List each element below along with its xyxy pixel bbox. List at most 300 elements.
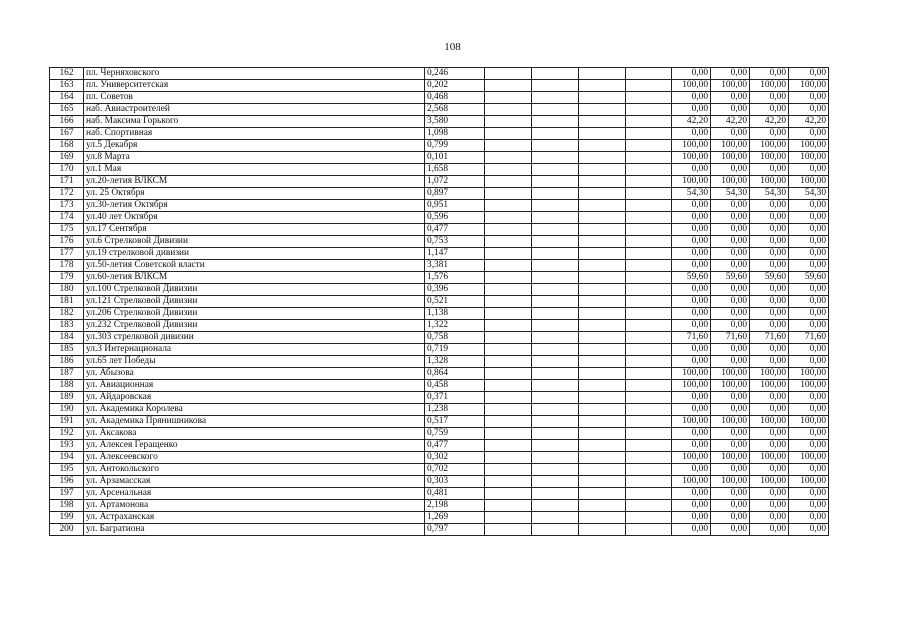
value-4-cell: 0,00 [789, 296, 829, 308]
row-number-cell: 198 [50, 500, 84, 512]
street-name-cell: ул.20-летия ВЛКСМ [84, 176, 425, 188]
value-3-cell: 100,00 [750, 152, 789, 164]
value-2-cell: 0,00 [711, 128, 750, 140]
value-2-cell: 0,00 [711, 488, 750, 500]
value-2-cell: 42,20 [711, 116, 750, 128]
value-1-cell: 100,00 [672, 476, 711, 488]
table-row [50, 164, 829, 176]
value-3-cell: 0,00 [750, 248, 789, 260]
length-cell: 0,758 [425, 332, 485, 344]
table-row [50, 308, 829, 320]
street-name-cell: ул. Арсенальная [84, 488, 425, 500]
value-2-cell: 59,60 [711, 272, 750, 284]
length-cell: 3,580 [425, 116, 485, 128]
empty-cell [626, 104, 672, 116]
value-1-cell: 0,00 [672, 128, 711, 140]
value-4-cell: 100,00 [789, 368, 829, 380]
empty-cell [579, 272, 626, 284]
value-1-cell: 0,00 [672, 248, 711, 260]
value-1-cell: 0,00 [672, 308, 711, 320]
value-3-cell: 0,00 [750, 440, 789, 452]
value-2-cell: 100,00 [711, 80, 750, 92]
value-3-cell: 100,00 [750, 140, 789, 152]
empty-cell [579, 176, 626, 188]
street-name-cell: ул.19 стрелковой дивизии [84, 248, 425, 260]
empty-cell [626, 272, 672, 284]
empty-cell [579, 416, 626, 428]
empty-cell [485, 404, 532, 416]
table-row [50, 224, 829, 236]
row-number-cell: 189 [50, 392, 84, 404]
table-row [50, 500, 829, 512]
table-row [50, 476, 829, 488]
value-2-cell: 0,00 [711, 236, 750, 248]
empty-cell [626, 308, 672, 320]
value-3-cell: 0,00 [750, 524, 789, 536]
value-4-cell: 0,00 [789, 428, 829, 440]
length-cell: 0,101 [425, 152, 485, 164]
value-3-cell: 0,00 [750, 500, 789, 512]
length-cell: 0,468 [425, 92, 485, 104]
value-1-cell: 0,00 [672, 200, 711, 212]
empty-cell [579, 344, 626, 356]
value-3-cell: 0,00 [750, 344, 789, 356]
value-2-cell: 0,00 [711, 68, 750, 80]
value-3-cell: 71,60 [750, 332, 789, 344]
empty-cell [579, 320, 626, 332]
empty-cell [626, 452, 672, 464]
empty-cell [579, 356, 626, 368]
empty-cell [532, 392, 579, 404]
empty-cell [626, 284, 672, 296]
length-cell: 0,458 [425, 380, 485, 392]
length-cell: 0,477 [425, 440, 485, 452]
empty-cell [626, 200, 672, 212]
row-number-cell: 177 [50, 248, 84, 260]
empty-cell [532, 284, 579, 296]
empty-cell [579, 428, 626, 440]
empty-cell [579, 524, 626, 536]
empty-cell [485, 380, 532, 392]
value-4-cell: 100,00 [789, 176, 829, 188]
empty-cell [532, 248, 579, 260]
empty-cell [485, 236, 532, 248]
value-1-cell: 100,00 [672, 368, 711, 380]
value-3-cell: 0,00 [750, 224, 789, 236]
value-1-cell: 0,00 [672, 464, 711, 476]
row-number-cell: 163 [50, 80, 84, 92]
table-row [50, 128, 829, 140]
empty-cell [579, 104, 626, 116]
length-cell: 0,371 [425, 392, 485, 404]
empty-cell [532, 116, 579, 128]
value-2-cell: 0,00 [711, 224, 750, 236]
value-1-cell: 0,00 [672, 236, 711, 248]
empty-cell [532, 224, 579, 236]
value-4-cell: 0,00 [789, 500, 829, 512]
empty-cell [485, 200, 532, 212]
value-4-cell: 0,00 [789, 128, 829, 140]
value-2-cell: 71,60 [711, 332, 750, 344]
empty-cell [532, 296, 579, 308]
table-row [50, 332, 829, 344]
value-4-cell: 0,00 [789, 224, 829, 236]
street-name-cell: ул.60-летия ВЛКСМ [84, 272, 425, 284]
empty-cell [532, 476, 579, 488]
value-4-cell: 100,00 [789, 380, 829, 392]
value-1-cell: 0,00 [672, 296, 711, 308]
street-name-cell: пл. Черняховского [84, 68, 425, 80]
value-1-cell: 0,00 [672, 212, 711, 224]
street-name-cell: ул. Абызова [84, 368, 425, 380]
length-cell: 0,753 [425, 236, 485, 248]
value-1-cell: 0,00 [672, 260, 711, 272]
empty-cell [532, 104, 579, 116]
table-row [50, 92, 829, 104]
empty-cell [579, 488, 626, 500]
row-number-cell: 196 [50, 476, 84, 488]
empty-cell [485, 152, 532, 164]
value-2-cell: 0,00 [711, 392, 750, 404]
empty-cell [579, 188, 626, 200]
empty-cell [485, 428, 532, 440]
value-1-cell: 0,00 [672, 284, 711, 296]
value-3-cell: 100,00 [750, 368, 789, 380]
length-cell: 0,864 [425, 368, 485, 380]
value-3-cell: 0,00 [750, 212, 789, 224]
empty-cell [579, 260, 626, 272]
street-name-cell: ул.65 лет Победы [84, 356, 425, 368]
table-row [50, 344, 829, 356]
empty-cell [485, 332, 532, 344]
value-2-cell: 0,00 [711, 164, 750, 176]
table-row [50, 296, 829, 308]
value-2-cell: 0,00 [711, 428, 750, 440]
empty-cell [532, 260, 579, 272]
value-1-cell: 100,00 [672, 452, 711, 464]
value-3-cell: 0,00 [750, 200, 789, 212]
table-body [50, 68, 829, 536]
table-row [50, 320, 829, 332]
street-name-cell: ул.1 Мая [84, 164, 425, 176]
empty-cell [626, 500, 672, 512]
value-4-cell: 0,00 [789, 248, 829, 260]
value-2-cell: 0,00 [711, 200, 750, 212]
value-3-cell: 0,00 [750, 356, 789, 368]
empty-cell [579, 308, 626, 320]
empty-cell [579, 332, 626, 344]
row-number-cell: 176 [50, 236, 84, 248]
empty-cell [626, 404, 672, 416]
length-cell: 0,303 [425, 476, 485, 488]
table-row [50, 200, 829, 212]
value-1-cell: 71,60 [672, 332, 711, 344]
row-number-cell: 197 [50, 488, 84, 500]
street-name-cell: ул. Астраханская [84, 512, 425, 524]
value-4-cell: 100,00 [789, 416, 829, 428]
value-4-cell: 0,00 [789, 200, 829, 212]
empty-cell [626, 440, 672, 452]
value-3-cell: 0,00 [750, 488, 789, 500]
empty-cell [579, 80, 626, 92]
value-1-cell: 0,00 [672, 488, 711, 500]
table-row [50, 428, 829, 440]
street-name-cell: ул. Антокольского [84, 464, 425, 476]
value-2-cell: 0,00 [711, 92, 750, 104]
value-3-cell: 42,20 [750, 116, 789, 128]
value-1-cell: 42,20 [672, 116, 711, 128]
empty-cell [626, 476, 672, 488]
row-number-cell: 190 [50, 404, 84, 416]
empty-cell [485, 356, 532, 368]
row-number-cell: 188 [50, 380, 84, 392]
value-2-cell: 100,00 [711, 368, 750, 380]
empty-cell [626, 116, 672, 128]
length-cell: 0,799 [425, 140, 485, 152]
value-4-cell: 0,00 [789, 164, 829, 176]
empty-cell [485, 392, 532, 404]
value-1-cell: 0,00 [672, 392, 711, 404]
empty-cell [485, 272, 532, 284]
empty-cell [532, 92, 579, 104]
value-4-cell: 0,00 [789, 212, 829, 224]
length-cell: 0,396 [425, 284, 485, 296]
value-1-cell: 0,00 [672, 104, 711, 116]
length-cell: 1,328 [425, 356, 485, 368]
value-1-cell: 0,00 [672, 344, 711, 356]
value-4-cell: 100,00 [789, 140, 829, 152]
empty-cell [485, 296, 532, 308]
table-row [50, 380, 829, 392]
row-number-cell: 166 [50, 116, 84, 128]
length-cell: 2,198 [425, 500, 485, 512]
value-4-cell: 0,00 [789, 260, 829, 272]
empty-cell [485, 224, 532, 236]
empty-cell [532, 464, 579, 476]
value-2-cell: 100,00 [711, 476, 750, 488]
table-row [50, 176, 829, 188]
row-number-cell: 172 [50, 188, 84, 200]
length-cell: 0,951 [425, 200, 485, 212]
table-row [50, 116, 829, 128]
empty-cell [579, 452, 626, 464]
value-4-cell: 0,00 [789, 464, 829, 476]
empty-cell [532, 344, 579, 356]
row-number-cell: 173 [50, 200, 84, 212]
empty-cell [532, 188, 579, 200]
value-2-cell: 0,00 [711, 512, 750, 524]
value-3-cell: 0,00 [750, 284, 789, 296]
empty-cell [485, 452, 532, 464]
value-2-cell: 0,00 [711, 344, 750, 356]
value-2-cell: 0,00 [711, 524, 750, 536]
table-row [50, 152, 829, 164]
empty-cell [579, 500, 626, 512]
empty-cell [626, 176, 672, 188]
table-row [50, 272, 829, 284]
empty-cell [485, 140, 532, 152]
table-row [50, 440, 829, 452]
length-cell: 0,797 [425, 524, 485, 536]
street-name-cell: наб. Авиастроителей [84, 104, 425, 116]
empty-cell [626, 212, 672, 224]
street-name-cell: пл. Университетская [84, 80, 425, 92]
value-3-cell: 0,00 [750, 164, 789, 176]
empty-cell [485, 68, 532, 80]
empty-cell [579, 212, 626, 224]
empty-cell [485, 92, 532, 104]
table-row [50, 212, 829, 224]
empty-cell [626, 380, 672, 392]
empty-cell [579, 128, 626, 140]
empty-cell [579, 368, 626, 380]
value-3-cell: 100,00 [750, 380, 789, 392]
row-number-cell: 169 [50, 152, 84, 164]
street-name-cell: ул.30-летия Октября [84, 200, 425, 212]
empty-cell [532, 524, 579, 536]
value-4-cell: 54,30 [789, 188, 829, 200]
street-name-cell: наб. Максима Горького [84, 116, 425, 128]
street-name-cell: ул.5 Декабря [84, 140, 425, 152]
row-number-cell: 200 [50, 524, 84, 536]
length-cell: 1,269 [425, 512, 485, 524]
empty-cell [485, 512, 532, 524]
value-4-cell: 0,00 [789, 320, 829, 332]
empty-cell [485, 320, 532, 332]
street-name-cell: ул.17 Сентября [84, 224, 425, 236]
row-number-cell: 178 [50, 260, 84, 272]
empty-cell [532, 128, 579, 140]
value-3-cell: 0,00 [750, 512, 789, 524]
empty-cell [626, 296, 672, 308]
value-4-cell: 0,00 [789, 404, 829, 416]
value-3-cell: 100,00 [750, 176, 789, 188]
length-cell: 1,576 [425, 272, 485, 284]
street-name-cell: ул. Арзамасская [84, 476, 425, 488]
value-1-cell: 54,30 [672, 188, 711, 200]
value-1-cell: 0,00 [672, 224, 711, 236]
value-1-cell: 0,00 [672, 320, 711, 332]
table-row [50, 488, 829, 500]
value-2-cell: 0,00 [711, 500, 750, 512]
table-row [50, 188, 829, 200]
street-name-cell: ул.303 стрелковой дивизии [84, 332, 425, 344]
row-number-cell: 183 [50, 320, 84, 332]
empty-cell [579, 440, 626, 452]
empty-cell [579, 116, 626, 128]
value-2-cell: 0,00 [711, 104, 750, 116]
empty-cell [579, 248, 626, 260]
empty-cell [626, 464, 672, 476]
empty-cell [579, 392, 626, 404]
row-number-cell: 199 [50, 512, 84, 524]
value-3-cell: 100,00 [750, 476, 789, 488]
length-cell: 1,658 [425, 164, 485, 176]
value-4-cell: 0,00 [789, 284, 829, 296]
row-number-cell: 175 [50, 224, 84, 236]
value-4-cell: 0,00 [789, 392, 829, 404]
empty-cell [485, 176, 532, 188]
value-4-cell: 100,00 [789, 476, 829, 488]
value-2-cell: 100,00 [711, 140, 750, 152]
value-2-cell: 0,00 [711, 296, 750, 308]
row-number-cell: 171 [50, 176, 84, 188]
empty-cell [579, 140, 626, 152]
value-4-cell: 0,00 [789, 488, 829, 500]
empty-cell [626, 92, 672, 104]
value-4-cell: 71,60 [789, 332, 829, 344]
street-name-cell: ул. Артамонова [84, 500, 425, 512]
empty-cell [532, 440, 579, 452]
value-1-cell: 0,00 [672, 440, 711, 452]
value-2-cell: 0,00 [711, 356, 750, 368]
table-row [50, 236, 829, 248]
street-name-cell: ул.3 Интернационала [84, 344, 425, 356]
row-number-cell: 184 [50, 332, 84, 344]
value-4-cell: 59,60 [789, 272, 829, 284]
empty-cell [626, 188, 672, 200]
row-number-cell: 180 [50, 284, 84, 296]
value-1-cell: 0,00 [672, 404, 711, 416]
empty-cell [579, 68, 626, 80]
empty-cell [579, 224, 626, 236]
street-name-cell: ул. Авиационная [84, 380, 425, 392]
row-number-cell: 193 [50, 440, 84, 452]
table-row [50, 512, 829, 524]
value-3-cell: 0,00 [750, 464, 789, 476]
table-row [50, 80, 829, 92]
street-name-cell: ул.40 лет Октября [84, 212, 425, 224]
street-name-cell: ул. Аксакова [84, 428, 425, 440]
row-number-cell: 168 [50, 140, 84, 152]
value-2-cell: 0,00 [711, 260, 750, 272]
empty-cell [532, 176, 579, 188]
value-3-cell: 0,00 [750, 404, 789, 416]
value-4-cell: 0,00 [789, 344, 829, 356]
length-cell: 0,481 [425, 488, 485, 500]
length-cell: 3,381 [425, 260, 485, 272]
value-1-cell: 0,00 [672, 68, 711, 80]
empty-cell [485, 260, 532, 272]
value-1-cell: 100,00 [672, 416, 711, 428]
value-1-cell: 59,60 [672, 272, 711, 284]
empty-cell [579, 284, 626, 296]
value-3-cell: 54,30 [750, 188, 789, 200]
value-1-cell: 0,00 [672, 428, 711, 440]
value-3-cell: 100,00 [750, 416, 789, 428]
value-4-cell: 100,00 [789, 452, 829, 464]
value-2-cell: 100,00 [711, 452, 750, 464]
empty-cell [626, 140, 672, 152]
value-4-cell: 100,00 [789, 80, 829, 92]
table-row [50, 248, 829, 260]
value-2-cell: 100,00 [711, 416, 750, 428]
empty-cell [579, 200, 626, 212]
empty-cell [626, 332, 672, 344]
street-name-cell: ул. Алексея Геращенко [84, 440, 425, 452]
empty-cell [532, 164, 579, 176]
empty-cell [626, 128, 672, 140]
length-cell: 1,138 [425, 308, 485, 320]
street-name-cell: ул. Алексеевского [84, 452, 425, 464]
empty-cell [485, 464, 532, 476]
street-name-cell: ул.121 Стрелковой Дивизии [84, 296, 425, 308]
value-3-cell: 0,00 [750, 260, 789, 272]
empty-cell [532, 140, 579, 152]
empty-cell [485, 188, 532, 200]
length-cell: 0,596 [425, 212, 485, 224]
value-4-cell: 0,00 [789, 524, 829, 536]
